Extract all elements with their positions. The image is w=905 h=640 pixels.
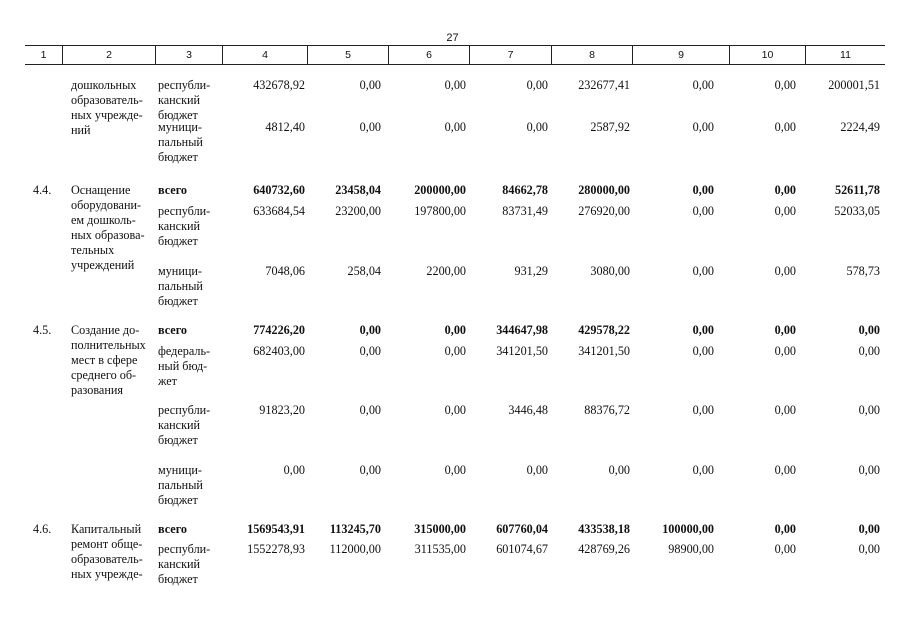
- funding-source-line: муници-: [158, 264, 202, 278]
- value-cell: 23458,04: [335, 183, 381, 197]
- value-cell: 3080,00: [590, 264, 630, 278]
- value-cell: 633684,54: [253, 204, 305, 218]
- value-cell: 0,00: [359, 463, 381, 477]
- funding-source-line: республи-: [158, 204, 211, 218]
- funding-source-line: бюджет: [158, 433, 198, 447]
- funding-source-line: бюджет: [158, 572, 198, 586]
- row-name-line: тельных: [71, 243, 115, 257]
- funding-source-line: бюджет: [158, 108, 198, 122]
- column-header-2: 2: [63, 46, 156, 64]
- funding-source-line: бюджет: [158, 493, 198, 507]
- column-header-11: 11: [840, 49, 851, 61]
- value-cell: 197800,00: [414, 204, 466, 218]
- value-cell: 232677,41: [578, 78, 630, 92]
- value-cell: 607760,04: [496, 522, 548, 536]
- value-cell: 640732,60: [253, 183, 305, 197]
- value-cell: 52611,78: [834, 183, 880, 197]
- row-name-line: образователь-: [71, 93, 143, 107]
- value-cell: 100000,00: [662, 522, 714, 536]
- row-name-line: оборудовани-: [71, 198, 142, 212]
- value-cell: 113245,70: [329, 522, 381, 536]
- row-name-line: учреждений: [71, 258, 135, 272]
- value-cell: 0,00: [774, 542, 796, 556]
- value-cell: 1569543,91: [247, 522, 305, 536]
- value-cell: 0,00: [526, 78, 548, 92]
- value-cell: 0,00: [692, 463, 714, 477]
- value-cell: 0,00: [774, 78, 796, 92]
- value-cell: 344647,98: [496, 323, 548, 337]
- value-cell: 0,00: [774, 204, 796, 218]
- value-cell: 311535,00: [414, 542, 466, 556]
- row-name-line: ных образова-: [71, 228, 145, 242]
- value-cell: 83731,49: [502, 204, 548, 218]
- value-cell: 0,00: [444, 120, 466, 134]
- funding-source-line: бюджет: [158, 294, 198, 308]
- value-cell: 0,00: [359, 78, 381, 92]
- row-name-line: Оснащение: [71, 183, 131, 197]
- value-cell: 112000,00: [329, 542, 381, 556]
- value-cell: 0,00: [774, 120, 796, 134]
- row-name-line: образователь-: [71, 552, 143, 566]
- funding-source-line: канский: [158, 219, 201, 233]
- value-cell: 98900,00: [668, 542, 714, 556]
- value-cell: 0,00: [774, 323, 796, 337]
- value-cell: 3446,48: [508, 403, 548, 417]
- column-header-6: 6: [389, 46, 470, 64]
- column-header-9: 9: [633, 46, 730, 64]
- funding-source-line: муници-: [158, 120, 202, 134]
- value-cell: 7048,06: [265, 264, 305, 278]
- row-name-line: дошкольных: [71, 78, 137, 92]
- funding-source-line: жет: [158, 374, 177, 388]
- value-cell: 0,00: [692, 78, 714, 92]
- column-header-1: 1: [25, 46, 63, 64]
- value-cell: 0,00: [858, 522, 880, 536]
- table-header: [25, 45, 885, 65]
- funding-source-line: республи-: [158, 403, 211, 417]
- funding-source-line: бюджет: [158, 234, 198, 248]
- value-cell: 0,00: [774, 264, 796, 278]
- funding-source-line: республи-: [158, 542, 211, 556]
- funding-source-line: канский: [158, 93, 201, 107]
- value-cell: 0,00: [444, 463, 466, 477]
- value-cell: 931,29: [514, 264, 548, 278]
- funding-source-line: всего: [158, 323, 188, 337]
- value-cell: 0,00: [692, 204, 714, 218]
- value-cell: 91823,20: [259, 403, 305, 417]
- value-cell: 0,00: [283, 463, 305, 477]
- value-cell: 0,00: [774, 522, 796, 536]
- row-number: 4.4.: [33, 183, 52, 197]
- funding-source-line: ный бюд-: [158, 359, 208, 373]
- value-cell: 276920,00: [578, 204, 630, 218]
- value-cell: 0,00: [858, 323, 880, 337]
- row-name-line: ных учрежде-: [71, 567, 143, 581]
- value-cell: 1552278,93: [247, 542, 305, 556]
- value-cell: 315000,00: [414, 522, 466, 536]
- column-header-3: 3: [156, 46, 223, 64]
- value-cell: 0,00: [858, 542, 880, 556]
- value-cell: 2224,49: [840, 120, 880, 134]
- value-cell: 0,00: [692, 403, 714, 417]
- funding-source-line: федераль-: [158, 344, 211, 358]
- funding-source-line: пальный: [158, 478, 203, 492]
- value-cell: 0,00: [858, 344, 880, 358]
- row-name-line: полнительных: [71, 338, 146, 352]
- value-cell: 0,00: [774, 344, 796, 358]
- value-cell: 341201,50: [578, 344, 630, 358]
- column-header-5: 5: [308, 46, 389, 64]
- value-cell: 428769,26: [578, 542, 630, 556]
- value-cell: 432678,92: [253, 78, 305, 92]
- funding-source-line: всего: [158, 522, 188, 536]
- row-number: 4.5.: [33, 323, 52, 337]
- value-cell: 52033,05: [834, 204, 880, 218]
- value-cell: 774226,20: [253, 323, 305, 337]
- value-cell: 433538,18: [578, 522, 630, 536]
- value-cell: 0,00: [526, 463, 548, 477]
- value-cell: 2200,00: [426, 264, 466, 278]
- value-cell: 341201,50: [496, 344, 548, 358]
- row-name-line: Капитальный: [71, 522, 142, 536]
- value-cell: 601074,67: [496, 542, 548, 556]
- funding-source-line: канский: [158, 557, 201, 571]
- row-name-line: ремонт обще-: [71, 537, 143, 551]
- value-cell: 84662,78: [502, 183, 548, 197]
- funding-source-line: республи-: [158, 78, 211, 92]
- value-cell: 0,00: [359, 323, 381, 337]
- value-cell: 0,00: [526, 120, 548, 134]
- row-number: 4.6.: [33, 522, 52, 536]
- value-cell: 0,00: [692, 183, 714, 197]
- value-cell: 0,00: [858, 403, 880, 417]
- row-name-line: Создание до-: [71, 323, 140, 337]
- value-cell: 0,00: [444, 344, 466, 358]
- value-cell: 0,00: [774, 463, 796, 477]
- row-name-line: ний: [71, 123, 91, 137]
- value-cell: 0,00: [359, 120, 381, 134]
- funding-source-line: бюджет: [158, 150, 198, 164]
- row-name-line: мест в сфере: [71, 353, 138, 367]
- value-cell: 2587,92: [590, 120, 630, 134]
- value-cell: 0,00: [692, 264, 714, 278]
- value-cell: 0,00: [359, 344, 381, 358]
- row-name-line: ных учрежде-: [71, 108, 143, 122]
- row-name-line: среднего об-: [71, 368, 137, 382]
- value-cell: 682403,00: [253, 344, 305, 358]
- row-name-line: ем дошколь-: [71, 213, 136, 227]
- funding-source-line: всего: [158, 183, 188, 197]
- funding-source-line: канский: [158, 418, 201, 432]
- value-cell: 0,00: [774, 183, 796, 197]
- value-cell: 0,00: [359, 403, 381, 417]
- row-name-line: разования: [71, 383, 123, 397]
- value-cell: 200000,00: [414, 183, 466, 197]
- value-cell: 0,00: [608, 463, 630, 477]
- value-cell: 4812,40: [265, 120, 305, 134]
- value-cell: 0,00: [444, 323, 466, 337]
- value-cell: 0,00: [692, 323, 714, 337]
- value-cell: 0,00: [692, 120, 714, 134]
- value-cell: 0,00: [444, 78, 466, 92]
- funding-source-line: пальный: [158, 135, 203, 149]
- column-header-8: 8: [552, 46, 633, 64]
- funding-source-line: пальный: [158, 279, 203, 293]
- value-cell: 578,73: [846, 264, 880, 278]
- value-cell: 23200,00: [335, 204, 381, 218]
- column-header-7: 7: [470, 46, 552, 64]
- column-header-10: 10: [730, 46, 806, 64]
- value-cell: 258,04: [347, 264, 381, 278]
- value-cell: 0,00: [774, 403, 796, 417]
- value-cell: 280000,00: [578, 183, 630, 197]
- page-number: 27: [446, 32, 459, 44]
- funding-source-line: муници-: [158, 463, 202, 477]
- column-header-4: 4: [223, 46, 308, 64]
- value-cell: 429578,22: [578, 323, 630, 337]
- value-cell: 200001,51: [828, 78, 880, 92]
- value-cell: 88376,72: [584, 403, 630, 417]
- value-cell: 0,00: [692, 344, 714, 358]
- value-cell: 0,00: [858, 463, 880, 477]
- value-cell: 0,00: [444, 403, 466, 417]
